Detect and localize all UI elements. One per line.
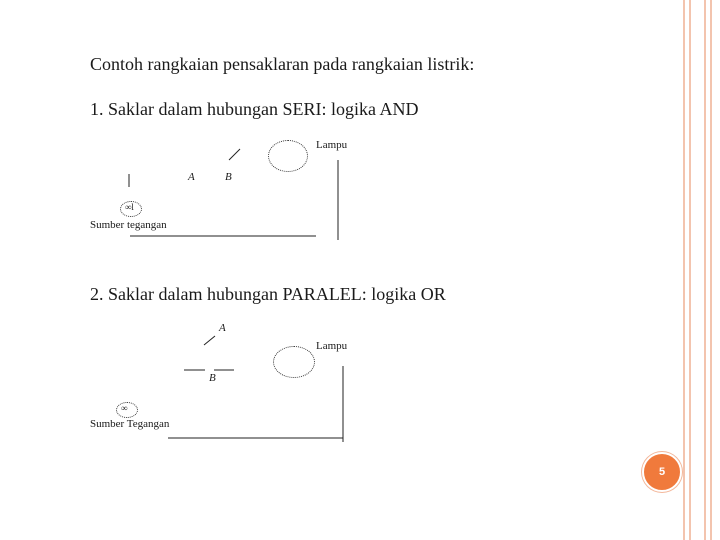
item-parallel: 2. Saklar dalam hubungan PARALEL: logika OR — [90, 284, 446, 304]
source-label: Sumber Tegangan — [90, 418, 170, 430]
switch-b-label: B — [225, 171, 232, 183]
lamp-label: Lampu — [316, 139, 348, 151]
switch-a-label: A — [219, 322, 226, 334]
source-label: Sumber tegangan — [90, 219, 167, 231]
lamp-icon — [273, 346, 315, 378]
lamp-label: Lampu — [316, 340, 348, 352]
page-number-badge: 5 — [642, 452, 682, 492]
item-series: 1. Saklar dalam hubungan SERI: logika AND — [90, 99, 419, 119]
slide-title: Contoh rangkaian pensaklaran pada rangkaian listrik: — [90, 54, 475, 74]
switch-a-label: A — [188, 171, 195, 183]
voltage-source-symbol: ∞l — [125, 202, 134, 212]
switch-b-label: B — [209, 372, 216, 384]
voltage-source-symbol: ∞ — [121, 403, 128, 413]
